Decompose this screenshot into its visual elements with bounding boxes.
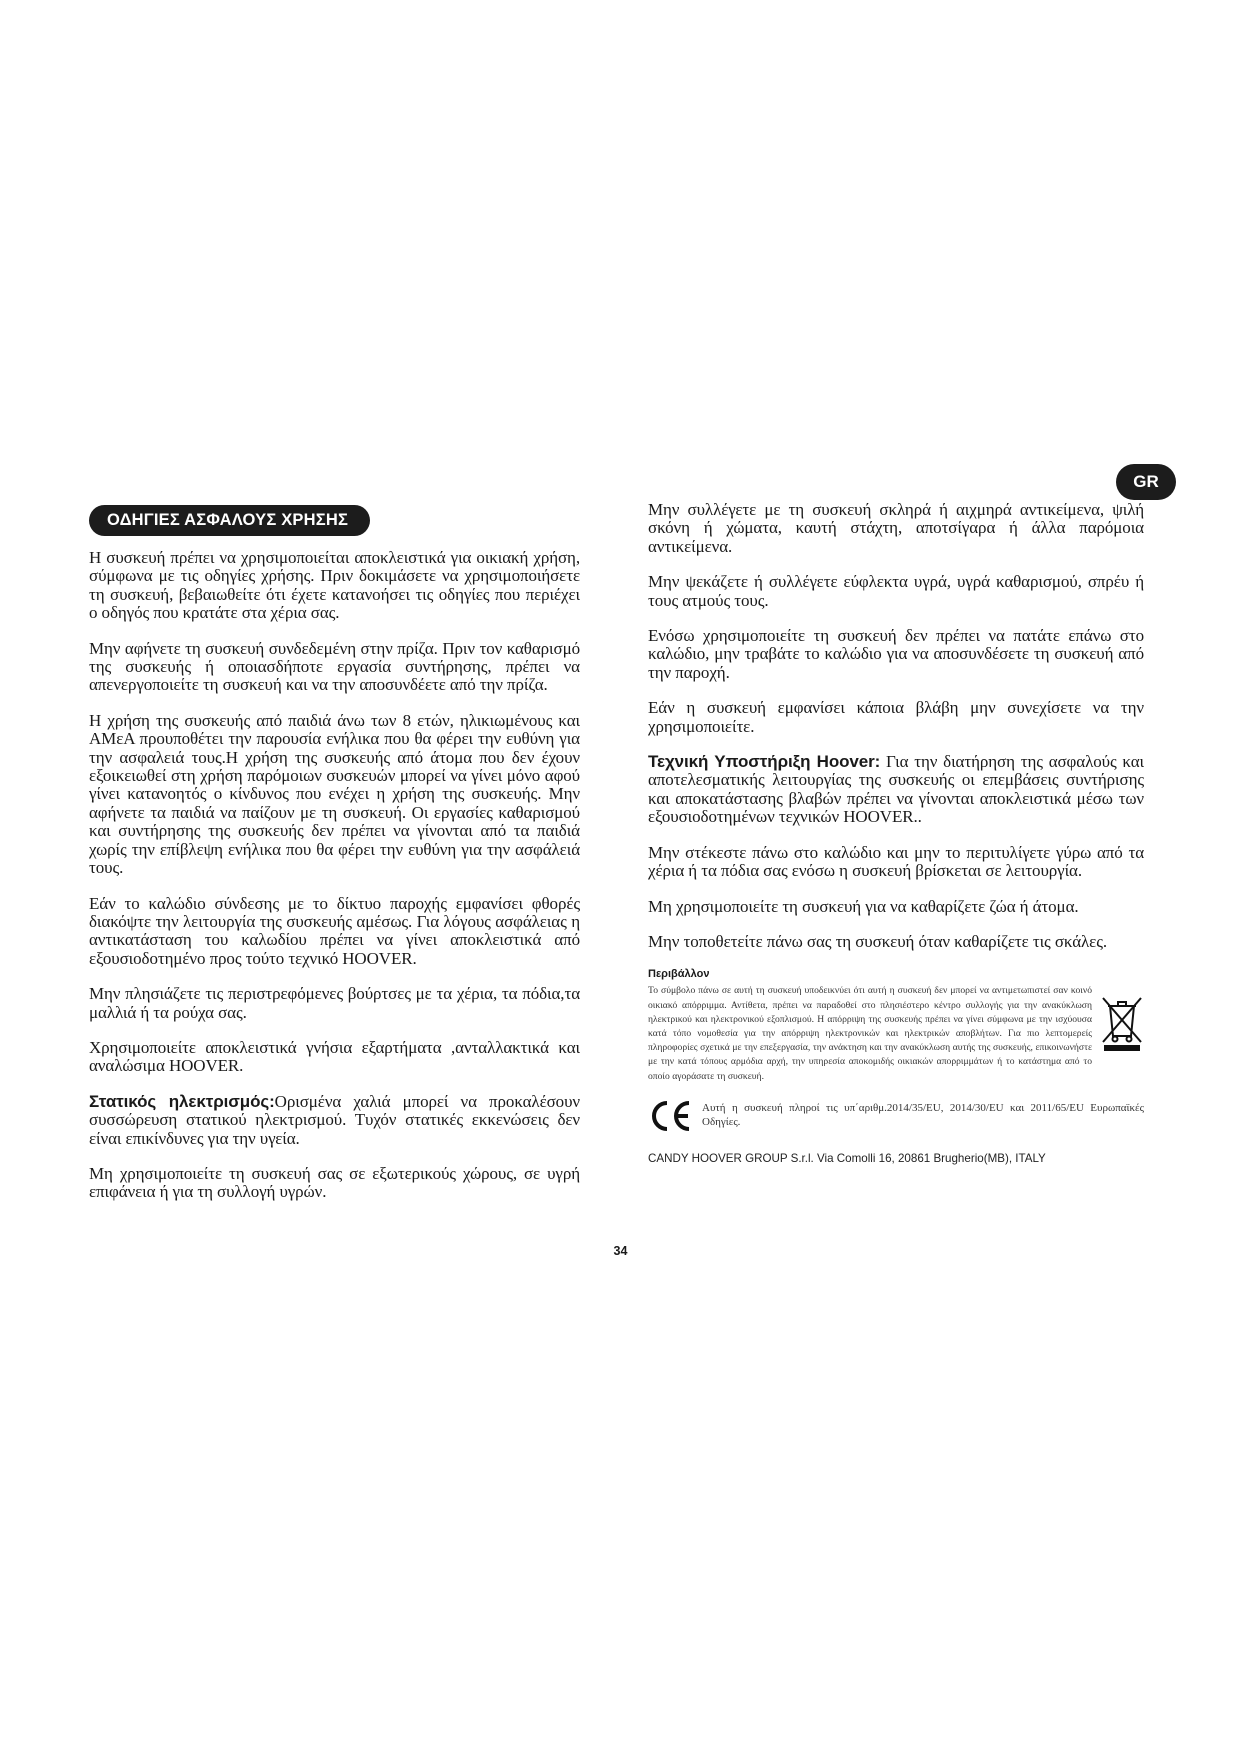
paragraph-flammable: Μην ψεκάζετε ή συλλέγετε εύφλεκτα υγρά, υγρά καθαρισμού, σπρέυ ή τους ατμούς τους. bbox=[648, 572, 1144, 610]
ce-text: Αυτή η συσκευή πληροί τις υπ΄αριθμ.2014/35/EU, 2014/30/EU και 2011/65/EU Ευρωπαϊκές Οδηγίες. bbox=[702, 1101, 1144, 1129]
paragraph-genuine-parts: Χρησιμοποιείτε αποκλειστικά γνήσια εξαρτήματα ,ανταλλακτικά και αναλώσιμα HOOVER. bbox=[89, 1037, 580, 1076]
environment-text: Το σύμβολο πάνω σε αυτή τη συσκευή υποδεικνύει ότι αυτή η συσκευή δεν μπορεί να αντιμετωπιστεί σαν κοινό οικιακό απόρριμμα. Αντίθετα, πρέπει να παραδοθεί στο πλησιέστερο κέντρο συλλογής για την ανακύκλωση ηλεκτρικού και ηλεκτρονικού εξοπλισμού. Η απόρριψη της συσκευής πρέπει να γίνει σύμφωνα με την ισχύουσα κατά τόπο νομοθεσία για την απόρριψη ηλεκτρονικών και ηλεκτρικών αποβλήτων. Για πιο λεπτομερείς πληροφορίες σχετικά με την επεξεργασία, την ανάκτηση και την ανακύκλωση αυτής της συσκευής, επικοινωνήστε με την κατά τόπους αρμόδια αρχή, την υπηρεσία αποκομιδής οικιακών απορριμμάτων ή το κατάστημα από το οποίο αγοράσατε τη συσκευή. bbox=[648, 985, 1092, 1082]
paragraph-cable-step: Ενόσω χρησιμοποιείτε τη συσκευή δεν πρέπει να πατάτε επάνω στο καλώδιο, μην τραβάτε το καλώδιο για να αποσυνδέσετε τη συσκευή από την παροχή. bbox=[648, 626, 1144, 682]
paragraph-support bbox=[648, 753, 1144, 827]
paragraph-unplug: Μην αφήνετε τη συσκευή συνδεδεμένη στην πρίζα. Πριν τον καθαρισμό της συσκευής ή οποιασδήποτε εργασία συντήρησης, πρέπει να απενεργοποιείτε τη συσκευή και να την αποσυνδέετε από την πρίζα. bbox=[89, 638, 580, 695]
paragraph-outdoor: Μη χρησιμοποιείτε τη συσκευή σας σε εξωτερικούς χώρους, σε υγρή επιφάνεια ή για τη συλλογή υγρών. bbox=[89, 1163, 580, 1202]
support-text: Για την διατήρηση της ασφαλούς και αποτελεσματικής λειτουργίας της συσκευής οι επεμβάσεις συντήρισης και αποκατάστασης βλαβών πρέπει να γίνονται αποκλειστικά μέσω των εξουσιοδοτημένων τεχνικών HOOVER.. bbox=[648, 752, 1144, 827]
company-address: CANDY HOOVER GROUP S.r.l. Via Comolli 16, 20861 Brugherio(MB), ITALY bbox=[648, 1151, 1046, 1165]
language-badge: GR bbox=[1116, 464, 1176, 500]
left-column bbox=[89, 505, 580, 1219]
paragraph-cable-damage: Εάν το καλώδιο σύνδεσης με το δίκτυο παροχής εμφανίσει φθορές διακόψτε την λειτουργία της συσκευής αμέσως. Για λόγους ασφάλειας η αντικατάσταση του καλωδίου πρέπει να γίνει αποκλειστικά από εξουσιοδοτημένο προς τούτο τεχνικό HOOVER. bbox=[89, 893, 580, 968]
support-label: Τεχνική Υποστήριξη Hoover: bbox=[648, 752, 881, 772]
ce-section bbox=[648, 1100, 1144, 1132]
paragraph-children: Η χρήση της συσκευής από παιδιά άνω των 8 ετών, ηλικιωμένους και ΑΜεΑ προυποθέτει την παρουσία ενήλικα που θα φέρει την ευθύνη για την ασφαλειά τους.Η χρήση της συσκευής από άτομα που δεν έχουν εξοικειωθεί στη χρήση παρόμοιων συσκευών μπορεί να γίνει μόνο αφού γίνει κατανοητός ο κίνδυνος που ενέχει η χρήση της συσκευής. Μην αφήνετε τα παιδιά να παίζουν με τη συσκευή. Οι εργασίες καθαρισμού και συντήρησης της συσκευής δεν πρέπει να γίνονται από τα παιδιά χωρίς την επίβλεψη ενήλικα που θα φέρει την ευθύνη για την ασφάλειά τους. bbox=[89, 710, 580, 878]
environment-section bbox=[648, 984, 1144, 1083]
paragraph-household-use: Η συσκευή πρέπει να χρησιμοποιείται αποκλειστικά για οικιακή χρήση, σύμφωνα με τις οδηγίες χρήσης. Πριν δοκιμάσετε να χρησιμοποιήσετε τη συσκευή, βεβαιωθείτε ότι έχετε κατανοήσει τις οδηγίες που περιέχει ο οδηγός που κρατάτε στα χέρια σας. bbox=[89, 548, 580, 623]
paragraph-stairs: Μην τοποθετείτε πάνω σας τη συσκευή όταν καθαρίζετε τις σκάλες. bbox=[648, 931, 1107, 951]
section-title: ΟΔΗΓΙΕΣ ΑΣΦΑΛΟΥΣ ΧΡΗΣΗΣ bbox=[89, 505, 370, 536]
paragraph-fault: Εάν η συσκευή εμφανίσει κάποια βλάβη μην συνεχίσετε να την χρησιμοποιείτε. bbox=[648, 698, 1144, 736]
paragraph-rotating-brushes: Μην πλησιάζετε τις περιστρεφόμενες βούρτσες με τα χέρια, τα πόδια,τα μαλλιά ή τα ρούχα σας. bbox=[89, 984, 580, 1022]
paragraph-static bbox=[89, 1093, 580, 1148]
paragraph-cable-wrap: Μην στέκεστε πάνω στο καλώδιο και μην το περιτυλίγετε γύρω από τα χέρια ή τα πόδια σας ενόσω η συσκευή βρίσκεται σε λειτουργία. bbox=[648, 842, 1144, 881]
environment-title: Περιβάλλον bbox=[648, 968, 710, 981]
static-text: Ορισμένα χαλιά μπορεί να προκαλέσουν συσσώρευση στατικού ηλεκτρισμού. Τυχόν στατικές εκκενώσεις δεν είναι επικίνδυνες για την υγεία. bbox=[89, 1091, 580, 1148]
page-number: 34 bbox=[613, 1244, 628, 1258]
paragraph-animals: Μη χρησιμοποιείτε τη συσκευή για να καθαρίζετε ζώα ή άτομα. bbox=[648, 896, 1079, 916]
ce-mark-icon bbox=[648, 1100, 694, 1132]
paragraph-sharp-objects: Μην συλλέγετε με τη συσκευή σκληρά ή αιχμηρά αντικείμενα, ψιλή σκόνη ή χώματα, καυτή στάχτη, αποτσίγαρα ή άλλα παρόμοια αντικείμενα. bbox=[648, 500, 1144, 556]
right-column bbox=[648, 501, 1144, 1165]
weee-bin-icon bbox=[1100, 992, 1144, 1052]
static-label: Στατικός ηλεκτρισμός: bbox=[89, 1091, 275, 1111]
